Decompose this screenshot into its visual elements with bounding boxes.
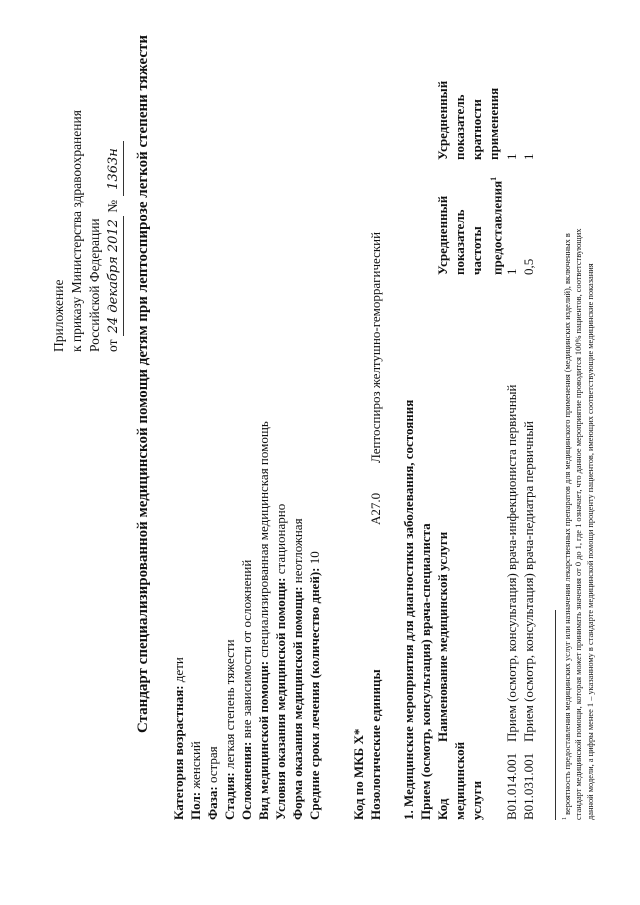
column-header-multiplicity: Усредненный показатель кратности применения — [435, 80, 501, 160]
row-service-name: Прием (осмотр, консультация) врача-инфекциониста первичный — [504, 384, 519, 742]
row-frequency: 0,5 — [521, 258, 536, 275]
row-code: B01.014.001 — [504, 752, 519, 820]
field-complications: Осложнения: вне зависимости от осложнений — [239, 559, 254, 820]
header-line-order: к приказу Министерства здравоохранения — [69, 110, 84, 352]
row-multiplicity: 1 — [504, 153, 519, 160]
standard-fields — [170, 421, 323, 820]
appendix-header — [50, 110, 124, 352]
document-title: Стандарт специализированной медицинской помощи детям при лептоспирозе легкой степени тяжести — [135, 35, 151, 733]
row-code: B01.031.001 — [521, 752, 536, 820]
handwritten-number: 1363н — [105, 142, 124, 197]
field-age-category: Категория возрастная: дети — [171, 657, 186, 820]
section-subtitle: Прием (осмотр, консультация) врача-специалиста — [418, 523, 433, 820]
header-line-appendix: Приложение — [51, 279, 66, 352]
footnote-separator — [555, 610, 556, 820]
field-care-type: Вид медицинской помощи: специализированная медицинская помощь — [256, 421, 271, 820]
header-line-date: от 24 декабря 2012 № 1363н — [104, 110, 124, 352]
section-title: 1. Медицинские мероприятия для диагностики заболевания, состояния — [401, 399, 416, 820]
handwritten-date: 24 декабря 2012 — [105, 216, 124, 336]
footnote: $^1$ вероятность предоставления медицинских услуг или назначения лекарственных препаратов для медицинского применения (медицинских изделий), включенных в стандарт медицинской помощи, которая может принимать значения от 0 до 1, где 1 означает, что данное мероприятие проводится 100% пациентов, соответствующих данной модели, а цифры менее 1 – указанному в стандарте медицинской помощи проценту пациентов, имеющих соответствующие медицинские показания — [562, 228, 595, 820]
field-care-form: Форма оказания медицинской помощи: неотложная — [290, 518, 305, 820]
row-service-name: Прием (осмотр, консультация) врача-педиатра первичный — [521, 420, 536, 742]
row-multiplicity: 1 — [521, 153, 536, 160]
field-phase: Фаза: острая — [205, 746, 220, 820]
column-header-service-name: Наименование медицинской услуги — [435, 531, 450, 742]
header-line-federation: Российской Федерации — [87, 218, 102, 352]
field-stage: Стадия: легкая степень тяжести — [222, 639, 237, 820]
field-treatment-duration: Средние сроки лечения (количество дней): 10 — [307, 551, 322, 820]
mkb-code: A27.0 — [368, 492, 383, 525]
column-header-frequency: Усредненный показатель частоты предоставления$^1$ — [435, 176, 505, 275]
mkb-nosology-label: Нозологические единицы — [368, 669, 383, 820]
mkb-code-label: Код по МКБ X* — [351, 728, 366, 820]
field-care-conditions: Условия оказания медицинской помощи: стационарно — [273, 503, 288, 820]
row-frequency: 1 — [504, 268, 519, 275]
field-sex: Пол: женский — [188, 741, 203, 820]
mkb-nosology-name: Лептоспироз желтушно-геморрагический — [368, 231, 383, 463]
column-header-code: Код медицинской услуги — [435, 741, 484, 820]
